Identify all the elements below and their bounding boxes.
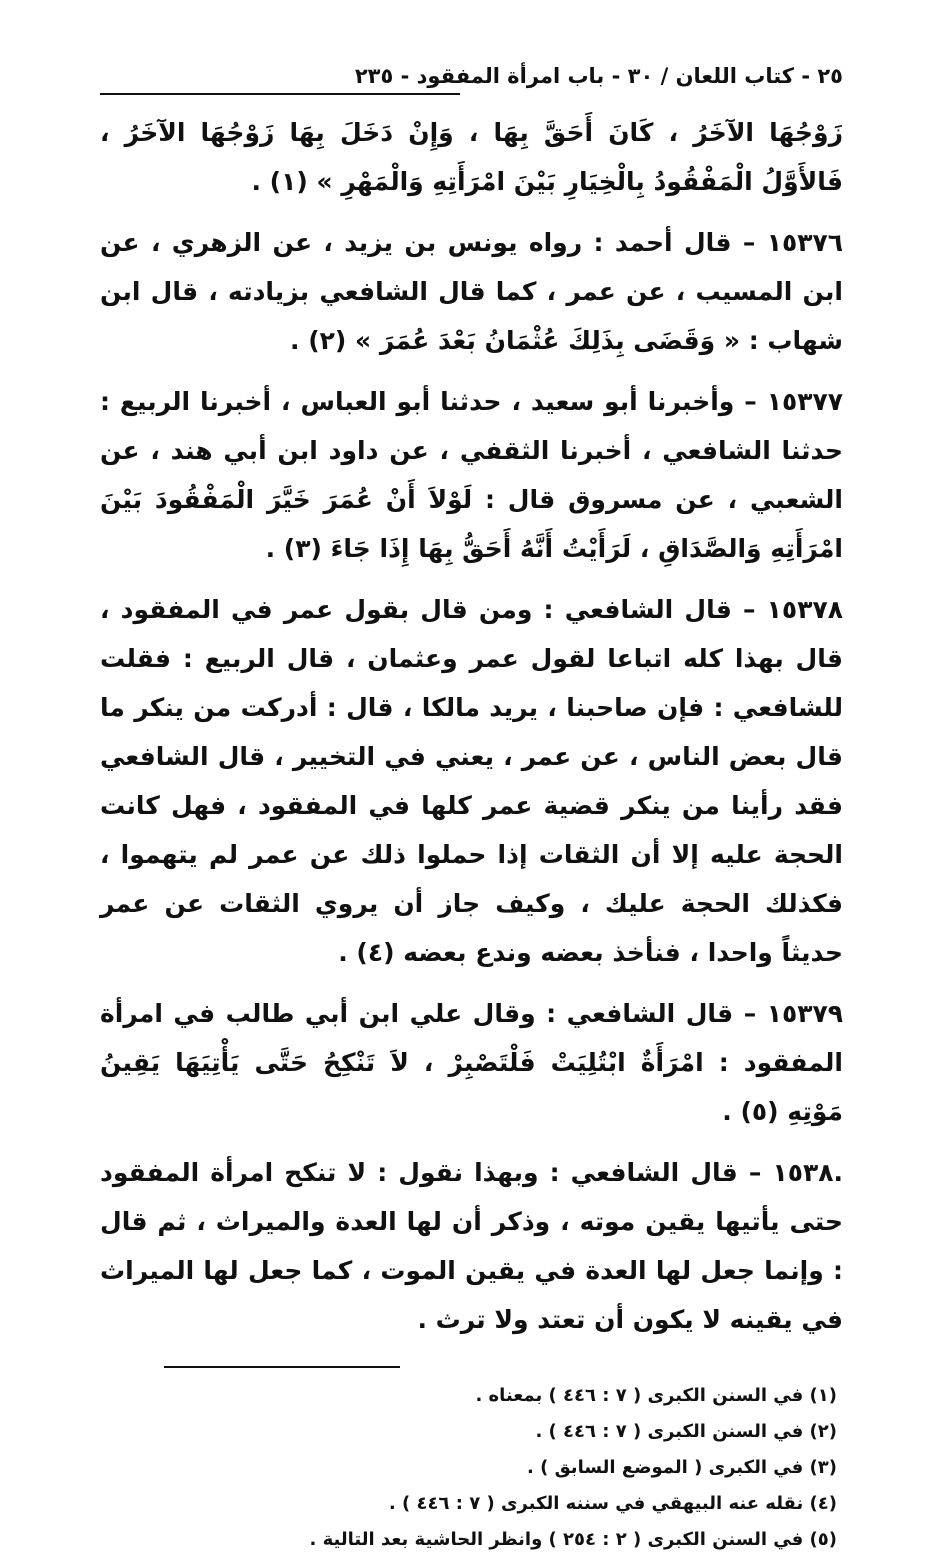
paragraph-number: ١٥٣٧٦ – [742,228,843,257]
footnote-4: (٤) نقله عنه البيهقي في سننه الكبرى ( ٧ : ٤٤٦ ) . [388,1493,837,1514]
footnote-1: (١) في السنن الكبرى ( ٧ : ٤٤٦ ) بمعناه . [475,1385,837,1406]
paragraph-text: قال الشافعي : وقال علي ابن أبي طالب في امرأة المفقود : امْرَأَةٌ ابْتُلِيَتْ فَلْتَصْبِرْ ، لاَ تَنْكِحُ حَتَّى يَأْتِيَهَا يَقِينُ مَوْتِهِ (٥) . [100,999,843,1126]
paragraph-text: قال الشافعي : ومن قال بقول عمر في المفقود ، قال بهذا كله اتباعا لقول عمر وعثمان ، قال الربيع : فقلت للشافعي : فإن صاحبنا ، يريد مالكا ، قال : أدركت من ينكر ما قال بعض الناس ، عن عمر ، يعني في التخيير ، قال الشافعي فقد رأينا من ينكر قضية عمر كلها في المفقود ، فهل كانت الحجة عليه إلا أن الثقات إذا حملوا ذلك عن عمر لم يتهموا ، فكذلك الحجة عليك ، وكيف جاز أن يروي الثقات عن عمر حديثاً واحدا ، فنأخذ بعضه وندع بعضه (٤) . [100,595,843,967]
paragraph-text: قال الشافعي : وبهذا نقول : لا تنكح امرأة المفقود حتى يأتيها يقين موته ، وذكر أن لها العدة والميراث ، ثم قال : وإنما جعل لها العدة في يقين الموت ، كما جعل لها الميراث في يقينه لا يكون أن تعتد ولا ترث . [100,1158,843,1334]
paragraph-15376 [100,218,843,365]
footnote-rule [164,1366,400,1368]
footnotes [100,1378,837,1558]
paragraph-text: زَوْجُهَا الآخَرُ ، كَانَ أَحَقَّ بِهَا ، وَإِنْ دَخَلَ بِهَا زَوْجُهَا الآخَرُ ، فَالأَوَّلُ الْمَفْقُودُ بِالْخِيَارِ بَيْنَ امْرَأَتِهِ وَالْمَهْرِ » (١) . [100,118,843,196]
footnote-2: (٢) في السنن الكبرى ( ٧ : ٤٤٦ ) . [535,1421,837,1442]
paragraph-15377 [100,377,843,573]
paragraph-number: ١٥٣٧٨ – [743,595,843,624]
paragraph-text: وأخبرنا أبو سعيد ، حدثنا أبو العباس ، أخبرنا الربيع : حدثنا الشافعي ، أخبرنا الثقفي ، عن داود ابن أبي هند ، عن الشعبي ، عن مسروق قال : لَوْلاَ أَنْ عُمَرَ خَيَّرَ الْمَفْقُودَ بَيْنَ امْرَأَتِهِ وَالصَّدَاقِ ، لَرَأَيْتُ أَنَّهُ أَحَقُّ بِهَا إِذَا جَاءَ (٣) . [100,387,843,563]
paragraph-number: ١٥٣٧٩ – [743,999,843,1028]
book-page [100,56,843,1558]
footnote-3: (٣) في الكبرى ( الموضع السابق ) . [526,1457,837,1478]
paragraph-number: ١٥٣٧٧ – [744,387,843,416]
header-title: ٢٥ - كتاب اللعان / ٣٠ - باب امرأة المفقود - ٢٣٥ [354,64,843,88]
paragraph-continuation [100,108,843,206]
paragraph-number: .١٥٣٨ – [748,1158,843,1187]
paragraph-15378 [100,585,843,977]
running-header [100,56,843,96]
paragraph-text: قال أحمد : رواه يونس بن يزيد ، عن الزهري ، عن ابن المسيب ، عن عمر ، كما قال الشافعي بزيادته ، قال ابن شهاب : « وَقَضَى بِذَلِكَ عُثْمَانُ بَعْدَ عُمَرَ » (٢) . [100,228,843,355]
header-rule [100,93,460,95]
paragraph-15379 [100,989,843,1136]
paragraph-15380 [100,1148,843,1344]
main-text [100,108,843,1344]
footnote-5: (٥) في السنن الكبرى ( ٢ : ٢٥٤ ) وانظر الحاشية بعد التالية . [309,1529,837,1550]
